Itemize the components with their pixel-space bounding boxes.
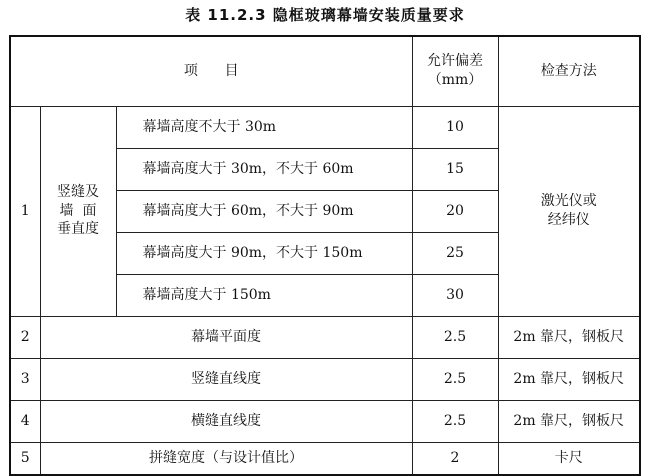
tolerance-cell: 2.5 — [412, 400, 498, 442]
row-number: 1 — [10, 106, 40, 316]
header-item: 项 目 — [10, 36, 412, 106]
tolerance-cell: 20 — [412, 190, 498, 232]
tolerance-cell: 10 — [412, 106, 498, 148]
method-line1: 激光仪或 — [540, 193, 597, 210]
method-cell — [498, 106, 640, 316]
table-row — [10, 400, 640, 442]
method-line2: 经纬仪 — [547, 212, 590, 228]
item-cell: 幕墙高度不大于 30m — [116, 106, 412, 148]
table-row — [10, 106, 640, 148]
tolerance-cell: 2.5 — [412, 358, 498, 400]
header-tolerance — [412, 36, 498, 106]
item-cell: 拼缝宽度（与设计值比） — [40, 442, 412, 475]
header-row — [10, 36, 640, 106]
row-number: 3 — [10, 358, 40, 400]
tolerance-cell: 2.5 — [412, 316, 498, 358]
method-cell: 卡尺 — [498, 442, 640, 475]
header-tolerance-line2: （mm） — [427, 72, 483, 89]
group-name-line2: 墙 面 — [59, 202, 97, 219]
item-cell: 幕墙高度大于 90m，不大于 150m — [116, 232, 412, 274]
tolerance-cell: 15 — [412, 148, 498, 190]
tolerance-cell: 25 — [412, 232, 498, 274]
item-cell: 幕墙高度大于 150m — [116, 274, 412, 316]
item-cell: 竖缝直线度 — [40, 358, 412, 400]
table-row — [10, 358, 640, 400]
method-cell: 2m 靠尺，钢板尺 — [498, 400, 640, 442]
item-cell: 幕墙高度大于 60m，不大于 90m — [116, 190, 412, 232]
quality-requirements-table — [9, 35, 641, 476]
item-cell: 幕墙平面度 — [40, 316, 412, 358]
group-name — [40, 106, 116, 316]
row-number: 4 — [10, 400, 40, 442]
method-cell: 2m 靠尺，钢板尺 — [498, 316, 640, 358]
table-title: 表 11.2.3 隐框玻璃幕墙安装质量要求 — [185, 6, 465, 24]
item-cell: 幕墙高度大于 30m，不大于 60m — [116, 148, 412, 190]
group-name-line1: 竖缝及 — [57, 183, 99, 200]
row-number: 5 — [10, 442, 40, 475]
method-cell: 2m 靠尺，钢板尺 — [498, 358, 640, 400]
table-row — [10, 316, 640, 358]
header-method: 检查方法 — [498, 36, 640, 106]
tolerance-cell: 2 — [412, 442, 498, 475]
table-row — [10, 442, 640, 475]
tolerance-cell: 30 — [412, 274, 498, 316]
header-tolerance-line1: 允许偏差 — [427, 53, 483, 70]
row-number: 2 — [10, 316, 40, 358]
group-name-line3: 垂直度 — [57, 221, 99, 238]
item-cell: 横缝直线度 — [40, 400, 412, 442]
